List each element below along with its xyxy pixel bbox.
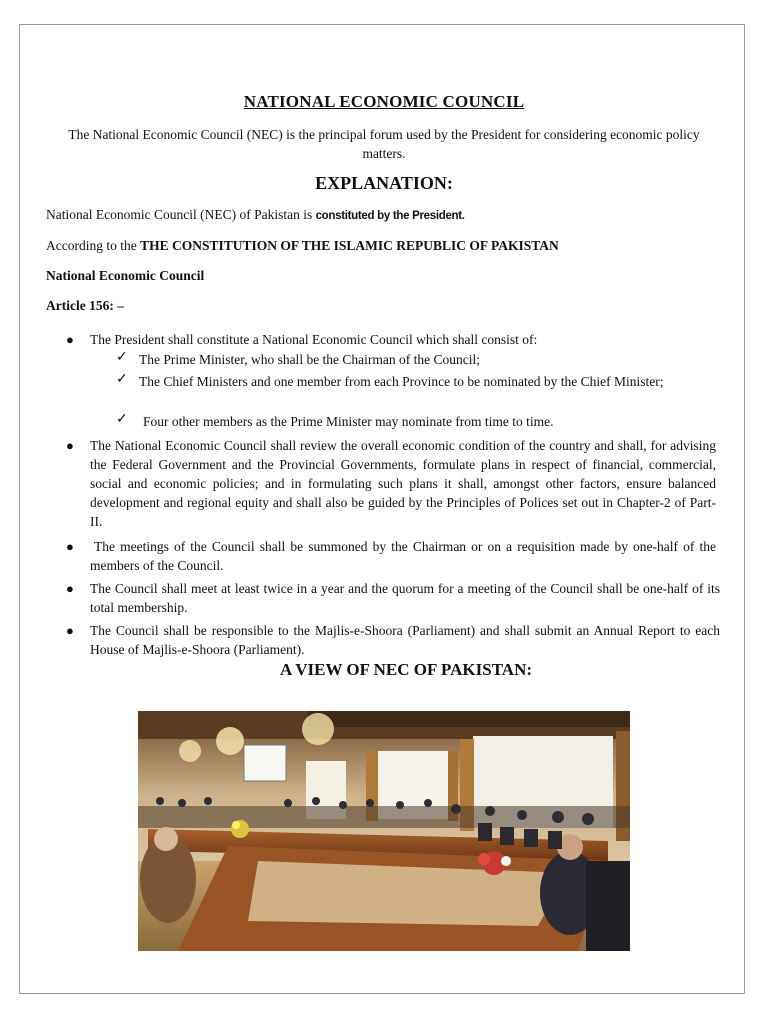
- view-heading: A VIEW OF NEC OF PAKISTAN:: [279, 660, 533, 679]
- check-icon: ✓: [116, 412, 128, 427]
- sub-item-1: The Prime Minister, who shall be the Chairman of the Council;: [139, 352, 481, 367]
- bullet-marker: ●: [66, 438, 74, 453]
- document-title: NATIONAL ECONOMIC COUNCIL: [243, 92, 525, 111]
- bullet-item-5: The Council shall be responsible to the Majlis-e-Shoora (Parliament) and shall submit an Annual Report to each House of Majlis-e-Shoora (Parliament).: [90, 623, 720, 657]
- constitution-title: THE CONSTITUTION OF THE ISLAMIC REPUBLIC OF PAKISTAN: [140, 238, 559, 253]
- explanation-line-prefix: National Economic Council (NEC) of Pakistan is: [46, 207, 316, 222]
- bullet-marker: ●: [66, 623, 74, 638]
- intro-paragraph: The National Economic Council (NEC) is the principal forum used by the President for considering economic policy matters.: [68, 127, 700, 161]
- sub-item-3: Four other members as the Prime Minister may nominate from time to time.: [143, 414, 554, 429]
- explanation-line-bold: constituted by the President.: [315, 210, 465, 222]
- bullet-item-4: The Council shall meet at least twice in a year and the quorum for a meeting of the Council shall be one-half of its total membership.: [90, 581, 720, 615]
- check-icon: ✓: [116, 372, 128, 387]
- sub-item-2: The Chief Ministers and one member from each Province to be nominated by the Chief Minister;: [139, 374, 664, 389]
- nec-meeting-photo: [138, 711, 630, 951]
- bullet-item-2: The National Economic Council shall review the overall economic condition of the country and shall, for advising the Federal Government and the Provincial Governments, formulate plans in respect of financial, commercial, social and economic policies; and in formulating such plans it shall, amongst other factors, ensure balanced development and regional equity and shall also be guided by the Principles of Polices set out in Chapter-2 of Part-II.: [90, 438, 716, 529]
- bullet-marker: ●: [66, 581, 74, 596]
- according-prefix: According to the: [46, 238, 141, 253]
- according-line: [46, 236, 559, 255]
- explanation-line: [46, 205, 465, 226]
- explanation-heading: EXPLANATION:: [315, 173, 453, 193]
- section-label: National Economic Council: [46, 268, 205, 283]
- check-icon: ✓: [116, 350, 128, 365]
- article-label: Article 156: –: [46, 298, 124, 313]
- bullet-marker: ●: [66, 539, 74, 554]
- bullet-item-1: The President shall constitute a National Economic Council which shall consist of:: [90, 332, 538, 347]
- bullet-item-3: The meetings of the Council shall be summoned by the Chairman or on a requisition made by one-half of the members of the Council.: [90, 539, 716, 573]
- bullet-marker: ●: [66, 332, 74, 347]
